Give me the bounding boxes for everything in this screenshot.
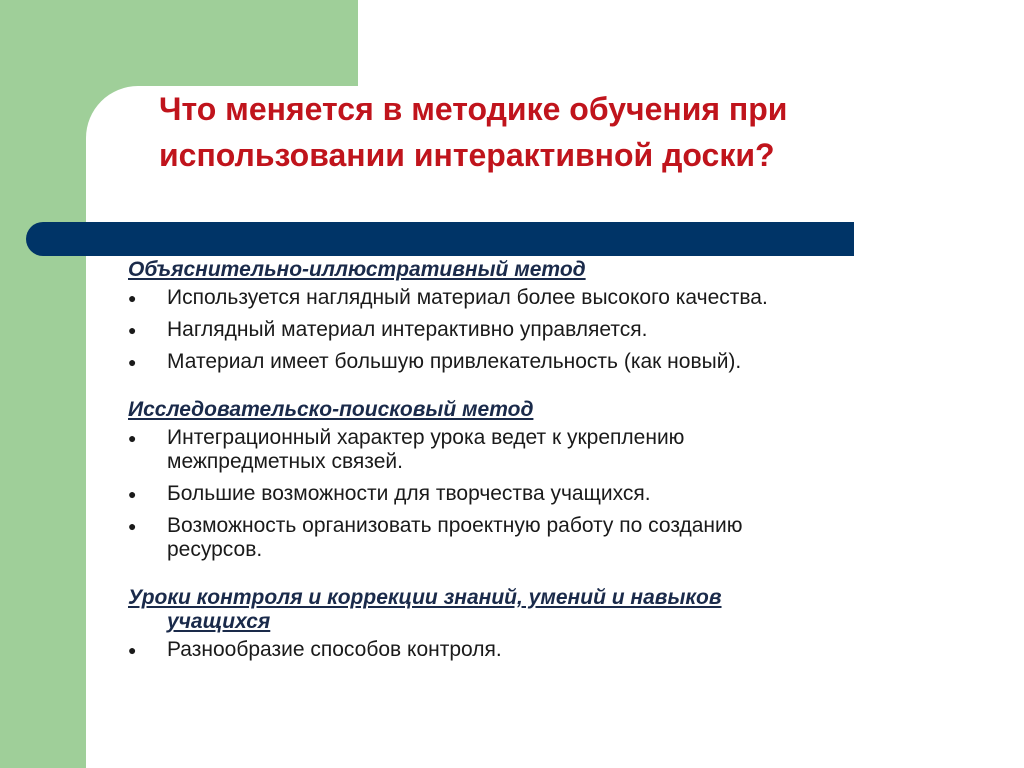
list-item-text <box>167 426 908 474</box>
bullet-icon: ● <box>128 518 137 534</box>
list-item-line: Разнообразие способов контроля. <box>167 638 502 661</box>
slide-title-line: Что меняется в методике обучения при <box>159 91 788 127</box>
section-control-lessons <box>128 586 908 662</box>
list-item-line: межпредметных связей. <box>167 450 403 473</box>
slide-title-line: использовании интерактивной доски? <box>159 137 775 173</box>
list-item-line: Большие возможности для творчества учащихся. <box>167 482 651 505</box>
list-item-line: Возможность организовать проектную работу по созданию <box>167 514 743 537</box>
section-heading-line: Уроки контроля и коррекции знаний, умений и навыков <box>128 586 722 609</box>
title-divider-bar <box>26 222 854 256</box>
list-item <box>128 286 908 310</box>
list-item <box>128 426 908 474</box>
section-heading <box>128 586 908 634</box>
slide-title <box>159 86 979 178</box>
section-heading: Исследовательско-поисковый метод <box>128 398 534 421</box>
list-item-line: ресурсов. <box>167 538 263 561</box>
list-item-line: Наглядный материал интерактивно управляется. <box>167 318 648 341</box>
list-item-text <box>167 350 908 374</box>
slide-body <box>128 258 908 670</box>
list-item <box>128 482 908 506</box>
section-heading: Объяснительно-иллюстративный метод <box>128 258 586 281</box>
bullet-icon: ● <box>128 322 137 338</box>
list-item-text <box>167 514 908 562</box>
list-item-line: Интеграционный характер урока ведет к укреплению <box>167 426 685 449</box>
list-item-line: Используется наглядный материал более высокого качества. <box>167 286 768 309</box>
bullet-list <box>128 286 908 374</box>
list-item-text <box>167 482 908 506</box>
bullet-icon: ● <box>128 354 137 370</box>
section-explanatory-method <box>128 258 908 374</box>
bullet-icon: ● <box>128 430 137 446</box>
list-item <box>128 350 908 374</box>
bullet-icon: ● <box>128 486 137 502</box>
list-item <box>128 514 908 562</box>
list-item-text <box>167 638 908 662</box>
bullet-icon: ● <box>128 290 137 306</box>
list-item <box>128 318 908 342</box>
list-item-line: Материал имеет большую привлекательность (как новый). <box>167 350 742 373</box>
section-heading-line: учащихся <box>167 610 271 633</box>
list-item-text <box>167 318 908 342</box>
bullet-list <box>128 426 908 562</box>
list-item-text <box>167 286 908 310</box>
section-research-method <box>128 398 908 562</box>
bullet-icon: ● <box>128 642 137 658</box>
list-item <box>128 638 908 662</box>
bullet-list <box>128 638 908 662</box>
